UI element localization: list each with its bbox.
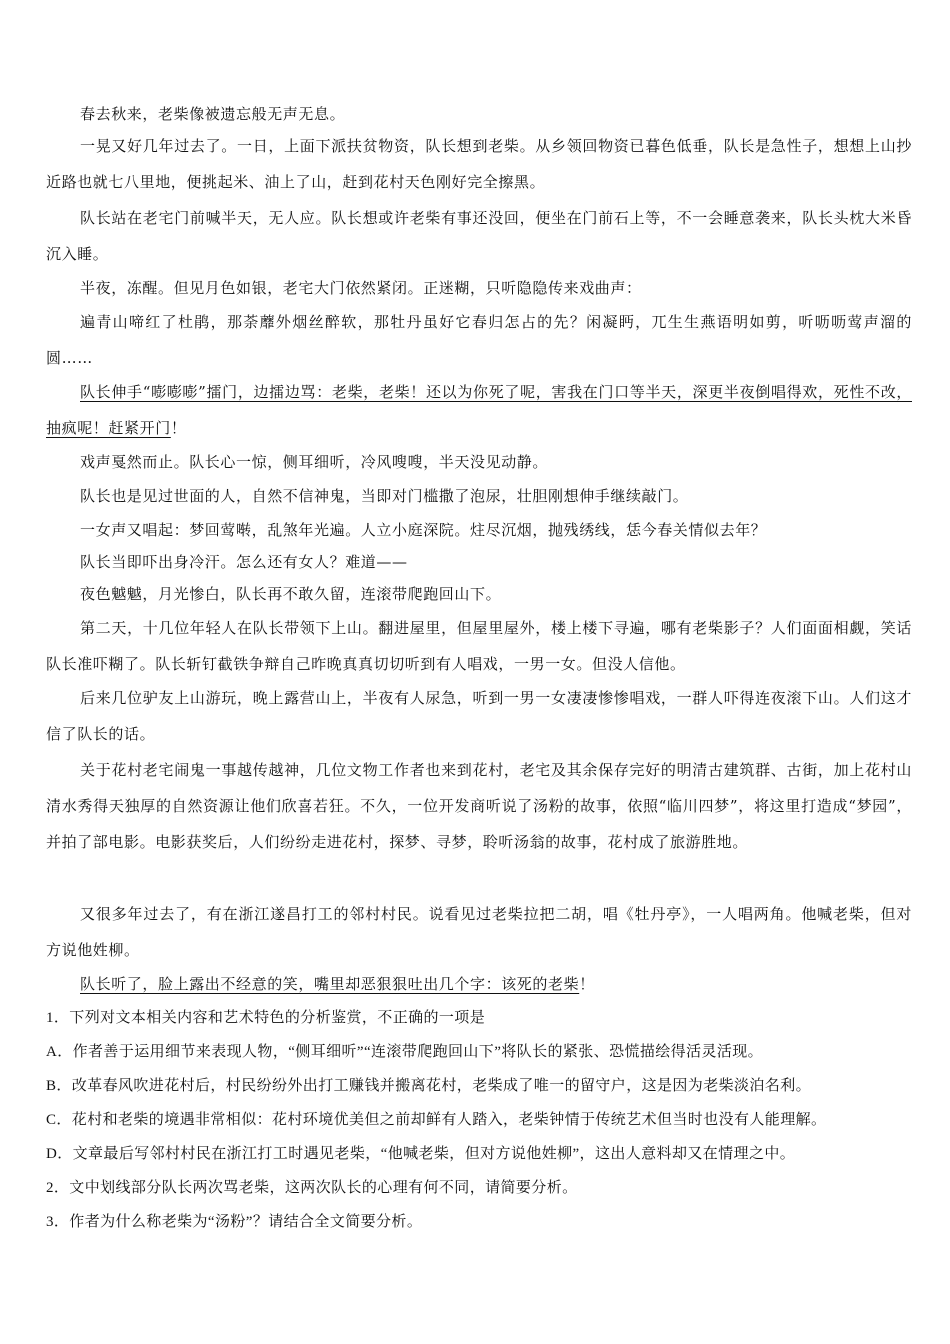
paragraph-11: 夜色魆魆，月光惨白，队长再不敢久留，连滚带爬跑回山下。 [80,585,502,603]
question-3: 3．作者为什么称老柴为“汤粉”？请结合全文简要分析。 [46,1214,423,1230]
paragraph-7: 戏声戛然而止。队长心一惊，侧耳细听，冷风嗖嗖，半天没见动静。 [80,453,549,471]
paragraph-1: 春去秋来，老柴像被遗忘般无声无息。 [80,105,346,123]
paragraph-2: 一晃又好几年过去了。一日，上面下派扶贫物资，队长想到老柴。从乡领回物资已暮色低垂，队长是急性子，想想上山抄近路也就七八里地，便挑起米、油上了山，赶到花村天色刚好完全擦黑。 [46,137,912,191]
paragraph-8: 队长也是见过世面的人，自然不信神鬼，当即对门槛撒了泡尿，壮胆刚想伸手继续敲门。 [80,487,689,505]
option-b: B．改革春风吹进花村后，村民纷纷外出打工赚钱并搬离花村，老柴成了唯一的留守户，这是因为老柴淡泊名利。 [46,1078,812,1094]
paragraph-16 [46,966,912,1002]
paragraph-3: 队长站在老宅门前喊半天，无人应。队长想或许老柴有事还没回，便坐在门前石上等，不一会睡意袭来，队长头枕大米昏沉入睡。 [46,209,912,263]
option-d: D．文章最后写邻村村民在浙江打工时遇见老柴，“他喊老柴，但对方说他姓柳”，这出人意料却又在情理之中。 [46,1146,796,1162]
paragraph-4: 半夜，冻醒。但见月色如银，老宅大门依然紧闭。正迷糊，只听隐隐传来戏曲声： [80,279,642,297]
paragraph-5: 遍青山啼红了杜鹃，那荼蘼外烟丝醉软，那牡丹虽好它春归怎占的先？闲凝眄，兀生生燕语明如剪，听呖呖莺声溜的圆…… [46,313,912,367]
question-2: 2．文中划线部分队长两次骂老柴，这两次队长的心理有何不同，请简要分析。 [46,1180,578,1196]
paragraph-12: 第二天，十几位年轻人在队长带领下上山。翻进屋里，但屋里屋外，楼上楼下寻遍，哪有老柴影子？人们面面相觑，笑话队长准吓糊了。队长斩钉截铁争辩自己昨晚真真切切听到有人唱戏，一男一女。但没人信他。 [46,619,912,673]
paragraph-6-tail: ！ [170,419,187,437]
paragraph-15: 又很多年过去了，有在浙江遂昌打工的邻村村民。说看见过老柴拉把二胡，唱《牡丹亭》，一人唱两角。他喊老柴，但对方说他姓柳。 [46,905,912,959]
paragraph-13: 后来几位驴友上山游玩，晚上露营山上，半夜有人尿急，听到一男一女凄凄惨惨唱戏，一群人吓得连夜滚下山。人们这才信了队长的话。 [46,689,912,743]
paragraph-9: 一女声又唱起：梦回莺啭，乱煞年光遍。人立小庭深院。炷尽沉烟，抛残绣线，恁今春关情似去年？ [80,521,767,539]
underlined-passage-2: 队长听了，脸上露出不经意的笑，嘴里却恶狠狠吐出几个字：该死的老柴 [80,975,580,993]
paragraph-6 [46,374,912,446]
underlined-passage-1: 队长伸手“嘭嘭嘭”擂门，边擂边骂：老柴，老柴！还以为你死了呢，害我在门口等半天，深更半夜倒唱得欢，死性不改，抽疯呢！赶紧开门 [46,383,912,437]
paragraph-14: 关于花村老宅闹鬼一事越传越神，几位文物工作者也来到花村，老宅及其余保存完好的明清古建筑群、古街，加上花村山清水秀得天独厚的自然资源让他们欣喜若狂。不久，一位开发商听说了汤粉的故事，依照“临川四梦”，将这里打造成“梦园”，并拍了部电影。电影获奖后，人们纷纷走进花村，探梦、寻梦，聆听汤翁的故事，花村成了旅游胜地。 [46,761,912,851]
option-c: C．花村和老柴的境遇非常相似：花村环境优美但之前却鲜有人踏入，老柴钟情于传统艺术但当时也没有人能理解。 [46,1112,827,1128]
paragraph-16-tail: ！ [579,975,595,993]
paragraph-10: 队长当即吓出身冷汗。怎么还有女人？难道—— [80,553,408,571]
question-1: 1．下列对文本相关内容和艺术特色的分析鉴赏，不正确的一项是 [46,1010,486,1026]
option-a: A．作者善于运用细节来表现人物，“侧耳细听”“连滚带爬跑回山下”将队长的紧张、恐慌描绘得活灵活现。 [46,1044,764,1060]
